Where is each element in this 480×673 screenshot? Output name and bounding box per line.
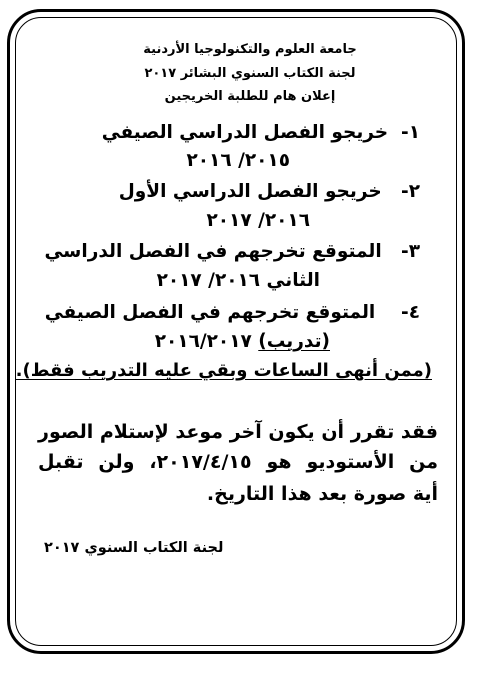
university-name: جامعة العلوم والتكنولوجيا الأردنية [143,42,357,57]
item-4-tag: (تدريب) [258,331,330,352]
item-1-number: ١- [401,122,420,143]
item-1-title [102,122,420,143]
notice-title: إعلان هام للطلبة الخريجين [164,89,336,104]
paragraph-line-1: فقد تقرر أن يكون آخر موعد لإستلام الصور [38,421,438,443]
item-4-years [155,331,330,352]
item-4-title [45,302,420,323]
paragraph-line-2: من الأستوديو هو ٢٠١٧/٤/١٥، ولن تقبل [38,451,438,473]
committee-name: لجنة الكتاب السنوي البشائر ٢٠١٧ [144,66,356,81]
item-1-years: ٢٠١٥/ ٢٠١٦ [186,150,290,171]
item-3-text: المتوقع تخرجهم في الفصل الدراسي [44,241,382,262]
item-2-number: ٢- [401,181,420,202]
item-2-years: ٢٠١٦/ ٢٠١٧ [206,210,310,231]
item-2-title [119,181,420,202]
item-4-number: ٤- [401,302,420,323]
signature: لجنة الكتاب السنوي ٢٠١٧ [44,540,224,556]
item-4-years-text: ٢٠١٦/٢٠١٧ [154,331,252,352]
item-1-text: خريجو الفصل الدراسي الصيفي [101,122,389,143]
item-3-number: ٣- [401,241,420,262]
paragraph-line-3: أية صورة بعد هذا التاريخ. [206,483,438,505]
item-3-title [44,241,420,262]
item-2-text: خريجو الفصل الدراسي الأول [118,181,382,202]
training-note: (ممن أنهى الساعات وبقي عليه التدريب فقط). [15,360,432,381]
item-4-text: المتوقع تخرجهم في الفصل الصيفي [44,302,376,323]
item-3-years: الثاني ٢٠١٦/ ٢٠١٧ [156,270,320,291]
